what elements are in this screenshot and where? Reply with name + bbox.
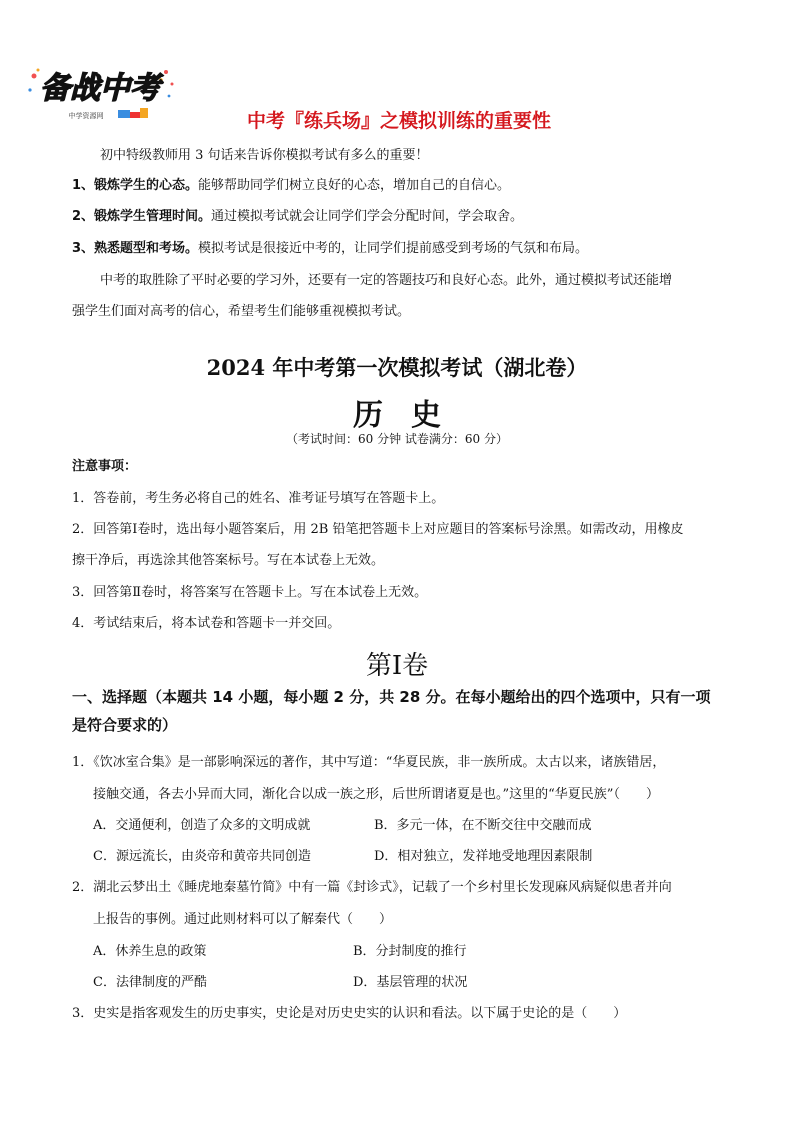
promo-point-text: 能够帮助同学们树立良好的心态，增加自己的自信心。 <box>198 178 511 193</box>
subject-title: 历史 <box>353 398 469 433</box>
question-2-option-d: D．基层管理的状况 <box>353 975 468 990</box>
section-heading-line2: 是符合要求的） <box>72 716 178 734</box>
promo-closing-line1: 中考的取胜除了平时必要的学习外，还要有一定的答题技巧和良好心态。此外，通过模拟考试还能增 <box>100 273 673 288</box>
question-2-option-c: C．法律制度的严酷 <box>93 975 207 990</box>
logo-subtext: 中学资源网 <box>68 112 104 120</box>
promo-point-text: 模拟考试是很接近中考的，让同学们提前感受到考场的气氛和布局。 <box>198 241 589 256</box>
question-1-option-b: B．多元一体，在不断交往中交融而成 <box>374 818 592 833</box>
exam-info: （考试时间：60 分钟 试卷满分：60 分） <box>286 432 508 446</box>
question-2-line2: 上报告的事例。通过此则材料可以了解秦代（ ） <box>93 912 393 927</box>
notes-heading: 注意事项： <box>72 459 138 474</box>
promo-point-label: 2、锻炼学生管理时间。 <box>72 209 212 224</box>
notes-item-2-cont: 擦干净后，再选涂其他答案标号。写在本试卷上无效。 <box>72 553 385 568</box>
promo-point-text: 通过模拟考试就会让同学们学会分配时间，学会取舍。 <box>211 209 524 224</box>
notes-item-3: 3．回答第Ⅱ卷时，将答案写在答题卡上。写在本试卷上无效。 <box>72 585 428 600</box>
promo-point-2 <box>72 208 523 226</box>
promo-point-label: 1、锻炼学生的心态。 <box>72 178 199 193</box>
section-heading-line1: 一、选择题（本题共 14 小题，每小题 2 分，共 28 分。在每小题给出的四个选项中，只有一项 <box>72 688 711 706</box>
logo-text: 备战中考 <box>40 71 160 106</box>
notes-item-4: 4．考试结束后，将本试卷和答题卡一并交回。 <box>72 616 341 631</box>
notes-item-1: 1．答卷前，考生务必将自己的姓名、准考证号填写在答题卡上。 <box>72 491 445 506</box>
promo-closing-line2: 强学生们面对高考的信心，希望考生们能够重视模拟考试。 <box>72 304 411 319</box>
question-1-option-a: A．交通便利，创造了众多的文明成就 <box>93 818 311 833</box>
question-1-line1: 1．《饮冰室合集》是一部影响深远的著作，其中写道：“华夏民族，非一族所成。太古以来，诸族错居， <box>72 755 666 770</box>
notes-item-2: 2．回答第Ⅰ卷时，选出每小题答案后，用 2B 铅笔把答题卡上对应题目的答案标号涂黑。如需改动，用橡皮 <box>72 522 684 537</box>
promo-point-label: 3、熟悉题型和考场。 <box>72 241 199 256</box>
question-1-option-c: C．源远流长，由炎帝和黄帝共同创造 <box>93 849 311 864</box>
question-2-line1: 2．湖北云梦出土《睡虎地秦墓竹简》中有一篇《封诊式》，记载了一个乡村里长发现麻风病疑似患者并向 <box>72 880 672 895</box>
volume-title: 第Ⅰ卷 <box>365 651 429 681</box>
question-2-option-a: A．休养生息的政策 <box>93 944 207 959</box>
promo-point-3 <box>72 240 588 258</box>
question-3-line1: 3．史实是指客观发生的历史事实，史论是对历史史实的认识和看法。以下属于史论的是（ ） <box>72 1006 627 1021</box>
exam-title: 2024 年中考第一次模拟考试（湖北卷） <box>206 355 588 380</box>
promo-intro: 初中特级教师用 3 句话来告诉你模拟考试有多么的重要！ <box>100 148 429 163</box>
question-2-option-b: B．分封制度的推行 <box>353 944 467 959</box>
promo-point-1 <box>72 177 510 195</box>
question-1-option-d: D．相对独立，发祥地受地理因素限制 <box>374 849 593 864</box>
question-1-line2: 接触交通，各去小异而大同，渐化合以成一族之形，后世所谓诸夏是也。”这里的“华夏民族”（ ） <box>93 787 659 802</box>
promo-title: 中考『练兵场』之模拟训练的重要性 <box>246 110 551 132</box>
